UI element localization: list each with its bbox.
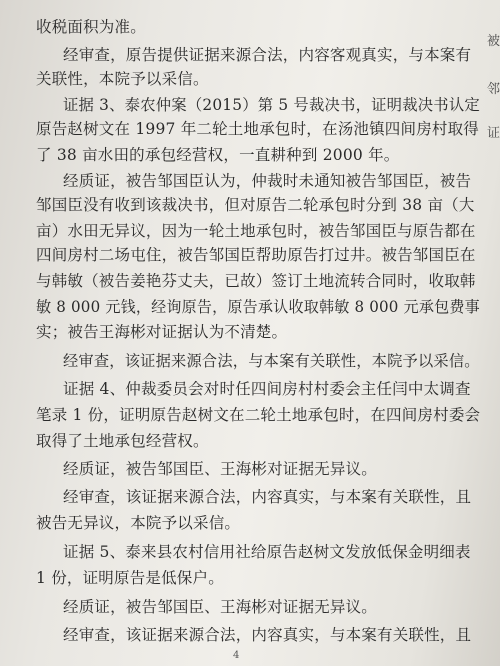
text-line: 经质证，被告邹国臣、王海彬对证据无异议。 xyxy=(63,598,378,616)
bleed-through-char: 证 xyxy=(487,126,500,141)
text-line: 实；被告王海彬对证据认为不清楚。 xyxy=(36,323,288,341)
text-line: 四间房村二场屯住，被告邹国臣帮助原告打过井。被告邹国臣在 xyxy=(36,246,476,264)
text-line: 经审查，该证据来源合法，内容真实，与本案有关联性，且 xyxy=(63,488,472,506)
text-line: 了 38 亩水田的承包经营权，一直耕种到 2000 年。 xyxy=(36,146,400,164)
text-line: 1 份，证明原告是低保户。 xyxy=(36,569,224,587)
text-line: 亩）水田无异议，因为一轮土地承包时，被告邹国臣与原告都在 xyxy=(36,222,476,240)
text-line: 经质证，被告邹国臣认为，仲裁时未通知被告邹国臣，被告 xyxy=(63,172,472,190)
text-line: 证据 3、泰农仲案（2015）第 5 号裁决书，证明裁决书认定 xyxy=(63,96,480,114)
text-line: 与韩敏（被告姜艳芬丈夫，已故）签订土地流转合同时，收取韩 xyxy=(36,272,476,290)
text-line: 邹国臣没有收到该裁决书，但对原告二轮承包时分到 38 亩（大 xyxy=(36,196,475,214)
text-line: 经审查，原告提供证据来源合法，内容客观真实，与本案有 xyxy=(63,46,472,64)
text-line: 原告赵树文在 1997 年二轮土地承包时，在汤池镇四间房村取得 xyxy=(36,120,480,138)
page-number: 4 xyxy=(233,650,240,661)
bleed-through-char: 被 xyxy=(487,34,500,49)
text-line: 证据 5、泰来县农村信用社给原告赵树文发放低保金明细表 xyxy=(63,543,471,561)
text-line: 笔录 1 份，证明原告赵树文在二轮土地承包时，在四间房村委会 xyxy=(36,406,481,424)
text-line: 敏 8 000 元钱，经询原告，原告承认收取韩敏 8 000 元承包费事 xyxy=(36,298,480,316)
text-line: 经审查，该证据来源合法，与本案有关联性，本院予以采信。 xyxy=(63,352,480,370)
text-line: 收税面积为准。 xyxy=(36,18,146,36)
text-line: 取得了土地承包经营权。 xyxy=(36,432,209,450)
text-line: 经质证，被告邹国臣、王海彬对证据无异议。 xyxy=(63,460,378,478)
text-line: 经审查，该证据来源合法，内容真实，与本案有关联性，且 xyxy=(63,626,472,644)
text-line: 证据 4、仲裁委员会对时任四间房村村委会主任闫中太调查 xyxy=(63,380,471,398)
bleed-through-char: 邻 xyxy=(487,82,500,97)
text-line: 被告无异议，本院予以采信。 xyxy=(36,514,241,532)
text-line: 关联性，本院予以采信。 xyxy=(36,70,209,88)
